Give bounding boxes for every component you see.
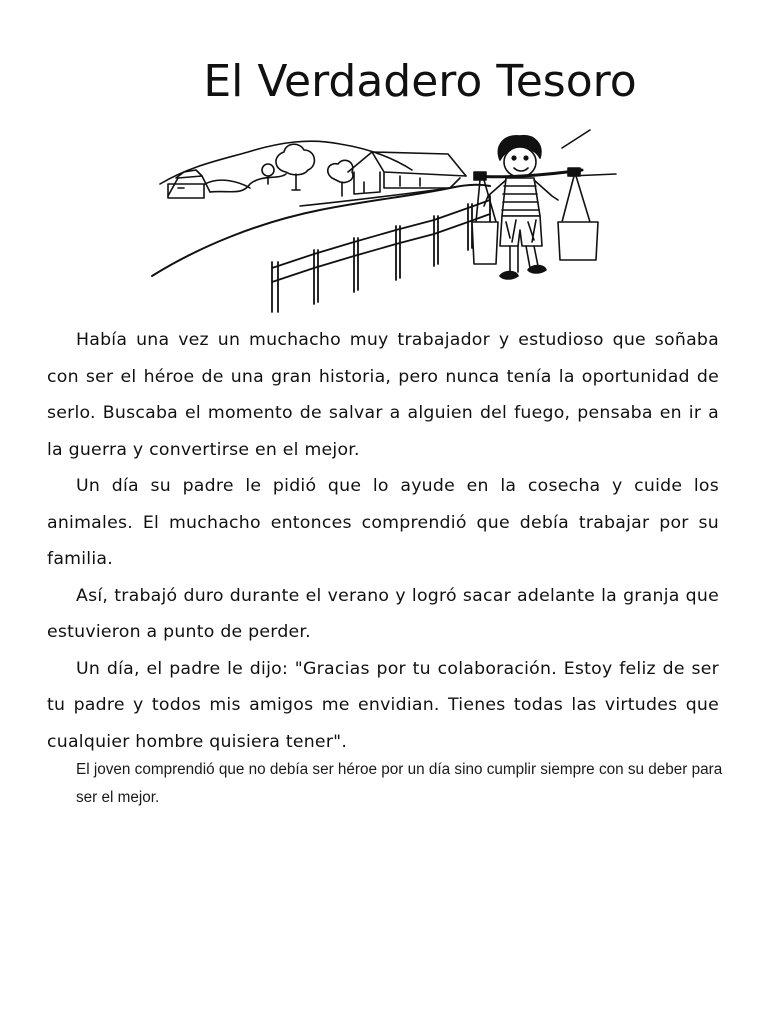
story-paragraph: Así, trabajó duro durante el verano y logró sacar adelante la granja que estuvieron a punto de perder.	[47, 585, 719, 642]
page-title: El Verdadero Tesoro	[203, 56, 637, 107]
farm-boy-carrying-buckets-illustration	[150, 126, 620, 318]
story-paragraph: Un día, el padre le dijo: "Gracias por tu colaboración. Estoy feliz de ser tu padre y todos mis amigos me envidian. Tienes todas las virtudes que cualquier hombre quisiera tener".	[47, 658, 719, 752]
story-paragraph: Había una vez un muchacho muy trabajador y estudioso que soñaba con ser el héroe de una gran historia, pero nunca tenía la oportunidad de serlo. Buscaba el momento de salvar a alguien del fuego, pensaba en ir a la guerra y convertirse en el mejor.	[47, 330, 719, 460]
tree-left	[276, 144, 314, 190]
tree-small	[262, 164, 274, 184]
story-paragraph: Un día su padre le pidió que lo ayude en la cosecha y cuide los animales. El muchacho entonces comprendió que debía trabajar por su familia.	[47, 476, 719, 569]
tree-right	[328, 160, 353, 196]
story-body	[47, 322, 719, 760]
closing-paragraph: El joven comprendió que no debía ser héroe por un día sino cumplir siempre con su deber para ser el mejor.	[76, 761, 723, 806]
distant-house	[168, 170, 210, 198]
